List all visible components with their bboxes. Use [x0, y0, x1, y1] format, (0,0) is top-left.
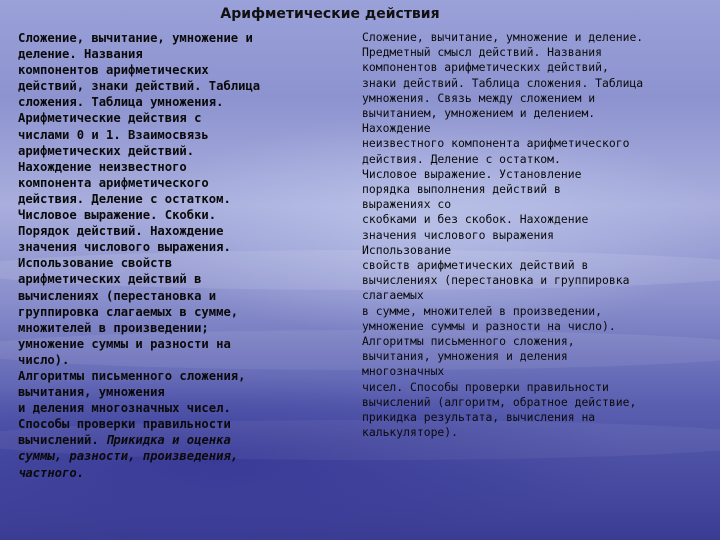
left-line: арифметических действий в [18, 272, 202, 287]
right-line: Числовое выражение. Установление [362, 166, 582, 181]
right-line: знаки действий. Таблица сложения. Таблица [362, 75, 644, 90]
left-line: арифметических действий. [18, 143, 195, 158]
left-line: числами 0 и 1. Взаимосвязь [18, 127, 209, 142]
left-line: вычислениях (перестановка и [18, 288, 217, 303]
left-line: Порядок действий. Нахождение [18, 224, 224, 239]
left-line: Использование свойств [18, 256, 173, 271]
right-line: действия. Деление с остатком. [362, 151, 561, 166]
left-line: компонента арифметического [18, 175, 209, 190]
right-line: калькуляторе). [362, 425, 459, 440]
right-line: скобками и без скобок. Нахождение [362, 212, 589, 227]
left-line: действия. Деление с остатком. [18, 191, 231, 206]
right-line: вычислениях (перестановка и группировка [362, 273, 630, 288]
right-line: слагаемых [362, 288, 424, 303]
left-line: Арифметические действия с [18, 111, 202, 126]
right-line: умножение суммы и разности на число). [362, 318, 616, 333]
left-line: умножение суммы и разности на [18, 336, 231, 351]
right-line: свойств арифметических действий в [362, 258, 589, 273]
right-line: порядка выполнения действий в [362, 182, 561, 197]
right-line: умножения. Связь между сложением и [362, 90, 596, 105]
slide-title: Арифметические действия [220, 6, 440, 22]
left-line: сложения. Таблица умножения. [18, 95, 224, 110]
right-line: выражениях со [362, 197, 452, 212]
right-line: неизвестного компонента арифметического [362, 136, 630, 151]
right-line: Сложение, вычитание, умножение и деление. [362, 30, 644, 44]
right-line: Алгоритмы письменного сложения, [362, 334, 575, 349]
left-line: группировка слагаемых в сумме, [18, 304, 239, 319]
left-line: Нахождение неизвестного [18, 159, 187, 174]
right-line: Предметный смысл действий. Названия [362, 45, 603, 60]
left-line-italic: суммы, разности, произведения, [18, 449, 239, 464]
left-line-italic-part: Прикидка и оценка [98, 433, 231, 448]
left-line: Числовое выражение. Скобки. [18, 208, 217, 223]
right-line: многозначных [362, 364, 445, 379]
right-line: вычитания, умножения и деления [362, 349, 568, 364]
left-line: деление. Названия [18, 47, 143, 62]
right-line: Нахождение [362, 121, 431, 136]
right-line: чисел. Способы проверки правильности [362, 379, 609, 394]
left-line: число). [18, 352, 70, 367]
left-column [18, 30, 318, 481]
left-line: Сложение, вычитание, умножение и [18, 31, 253, 45]
right-line: прикидка результата, вычисления на [362, 410, 596, 425]
left-line: компонентов арифметических [18, 63, 209, 78]
left-line: и деления многозначных чисел. [18, 401, 231, 416]
right-line: вычитанием, умножением и делением. [362, 106, 596, 121]
left-line: Способы проверки правильности [18, 417, 231, 432]
left-line: множителей в произведении; [18, 320, 209, 335]
left-line: Алгоритмы письменного сложения, [18, 368, 246, 383]
right-line: в сумме, множителей в произведении, [362, 303, 603, 318]
right-line: вычислений (алгоритм, обратное действие, [362, 394, 637, 409]
right-line: значения числового выражения [362, 227, 555, 242]
left-line: действий, знаки действий. Таблица [18, 79, 261, 94]
right-column [362, 30, 702, 440]
right-line: Использование [362, 242, 452, 257]
right-line: компонентов арифметических действий, [362, 60, 609, 75]
left-line-mixed [18, 432, 318, 448]
left-line-italic: частного. [18, 465, 85, 480]
left-line: значения числового выражения. [18, 240, 231, 255]
left-line: вычитания, умножения [18, 385, 165, 400]
left-line-regular-part: вычислений. [18, 433, 99, 448]
